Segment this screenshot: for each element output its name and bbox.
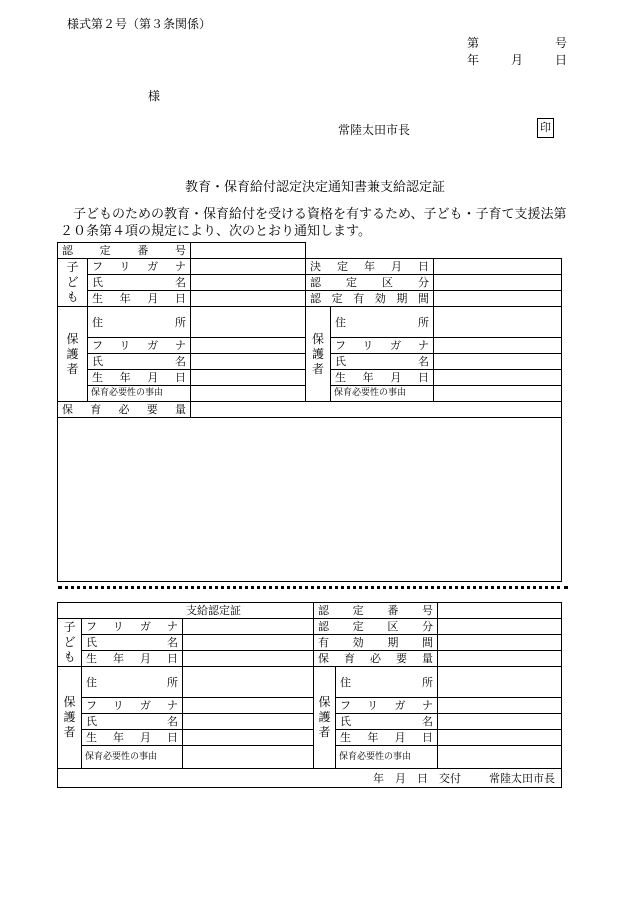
- guardian2-address-value: [434, 307, 562, 338]
- issuer: 常陸太田市長: [338, 123, 411, 137]
- guardian-birthdate-label: 生年月日: [88, 370, 191, 386]
- lower-child-furigana-label: フリガナ: [82, 619, 183, 635]
- guardian-reason-label: 保育必要性の事由: [88, 386, 191, 402]
- lower-header: 支給認定証: [58, 603, 314, 619]
- child-name-value: [191, 275, 306, 291]
- lower-guardian-address-value: [183, 667, 314, 698]
- lower-guardian2-birthdate-label: 生年月日: [336, 730, 438, 746]
- guardian-address-value: [191, 307, 306, 338]
- lower-child-furigana-value: [183, 619, 314, 635]
- guardian2-furigana-label: フリガナ: [331, 338, 434, 354]
- lower-child-name-label: 氏名: [82, 635, 183, 651]
- lower-guardian2-reason-value: [438, 746, 562, 769]
- lower-need-amount-value: [438, 651, 562, 667]
- lower-guardian2-name-label: 氏名: [336, 714, 438, 730]
- guardian2-birthdate-label: 生年月日: [331, 370, 434, 386]
- lower-guardian2-address-value: [438, 667, 562, 698]
- guardian-label: 保護者: [58, 307, 88, 402]
- cert-number-value: [191, 243, 306, 259]
- guardian-furigana-value: [191, 338, 306, 354]
- guardian2-furigana-value: [434, 338, 562, 354]
- lower-guardian2-name-value: [438, 714, 562, 730]
- lower-guardian2-reason-label: 保育必要性の事由: [336, 746, 438, 769]
- lower-guardian-name-label: 氏名: [82, 714, 183, 730]
- need-amount-value: [191, 402, 562, 418]
- child-birthdate-value: [191, 291, 306, 307]
- lower-guardian-name-value: [183, 714, 314, 730]
- lower-child-name-value: [183, 635, 314, 651]
- body-text: 子どものための教育・保育給付を受ける資格を有するため、子ども・子育て支援法第２０条第４項の規定により、次のとおり通知します。: [60, 207, 567, 239]
- form-number: 様式第２号（第３条関係）: [67, 17, 212, 31]
- lower-need-amount-label: 保育必要量: [314, 651, 438, 667]
- lower-guardian-reason-label: 保育必要性の事由: [82, 746, 183, 769]
- issue-footer: [58, 769, 562, 788]
- cert-number-label: 認定番号: [58, 243, 191, 259]
- document-title: 教育・保育給付認定決定通知書兼支給認定証: [184, 180, 445, 195]
- validity-value: [434, 291, 562, 307]
- footer-issuer: 常陸太田市長: [489, 771, 555, 785]
- child-name-label: 氏名: [88, 275, 191, 291]
- guardian-furigana-label: フリガナ: [88, 338, 191, 354]
- need-amount-label: 保育必要量: [58, 402, 191, 418]
- date-day: 日: [554, 53, 567, 67]
- category-value: [434, 275, 562, 291]
- lower-guardian2-address-label: 住所: [336, 667, 438, 698]
- number-label: 第: [467, 36, 480, 50]
- lower-child-label: 子ども: [58, 619, 82, 667]
- lower-cert-number-label: 認定番号: [314, 603, 438, 619]
- guardian2-reason-label: 保育必要性の事由: [331, 386, 434, 402]
- lower-validity-label: 有効期間: [314, 635, 438, 651]
- lower-guardian-birthdate-label: 生年月日: [82, 730, 183, 746]
- child-birthdate-label: 生年月日: [88, 291, 191, 307]
- guardian2-name-label: 氏名: [331, 354, 434, 370]
- recipient-suffix: 様: [148, 89, 161, 103]
- child-furigana-value: [191, 259, 306, 275]
- decision-date-value: [434, 259, 562, 275]
- lower-guardian-furigana-label: フリガナ: [82, 698, 183, 714]
- guardian2-birthdate-value: [434, 370, 562, 386]
- guardian-name-value: [191, 354, 306, 370]
- guardian-reason-value: [191, 386, 306, 402]
- date-line: [467, 51, 567, 68]
- guardian-address-label: 住所: [88, 307, 191, 338]
- lower-validity-value: [438, 635, 562, 651]
- upper-table: [57, 242, 562, 582]
- lower-category-value: [438, 619, 562, 635]
- guardian2-name-value: [434, 354, 562, 370]
- lower-guardian-address-label: 住所: [82, 667, 183, 698]
- child-label: 子ども: [58, 259, 88, 307]
- number-suffix: 号: [555, 36, 568, 50]
- lower-guardian-reason-value: [183, 746, 314, 769]
- date-month: 月: [510, 53, 523, 67]
- lower-guardian2-birthdate-value: [438, 730, 562, 746]
- date-year: 年: [467, 53, 480, 67]
- notes-area: [58, 418, 562, 582]
- child-furigana-label: フリガナ: [88, 259, 191, 275]
- decision-date-label: 決定年月日: [306, 259, 434, 275]
- lower-table: [57, 602, 562, 788]
- lower-guardian2-furigana-value: [438, 698, 562, 714]
- guardian-name-label: 氏名: [88, 354, 191, 370]
- lower-guardian-furigana-value: [183, 698, 314, 714]
- lower-category-label: 認定区分: [314, 619, 438, 635]
- lower-child-birthdate-label: 生年月日: [82, 651, 183, 667]
- seal-box: 印: [537, 118, 554, 138]
- lower-guardian-birthdate-value: [183, 730, 314, 746]
- guardian-birthdate-value: [191, 370, 306, 386]
- category-label: 認定区分: [306, 275, 434, 291]
- lower-cert-number-value: [438, 603, 562, 619]
- guardian2-label: 保護者: [306, 307, 331, 402]
- lower-guardian2-furigana-label: フリガナ: [336, 698, 438, 714]
- issue-date: 年 月 日 交付: [373, 771, 461, 785]
- lower-guardian2-label: 保護者: [314, 667, 336, 769]
- guardian2-address-label: 住所: [331, 307, 434, 338]
- cut-line: [58, 586, 568, 589]
- lower-child-birthdate-value: [183, 651, 314, 667]
- lower-guardian-label: 保護者: [58, 667, 82, 769]
- validity-label: 認定有効期間: [306, 291, 434, 307]
- guardian2-reason-value: [434, 386, 562, 402]
